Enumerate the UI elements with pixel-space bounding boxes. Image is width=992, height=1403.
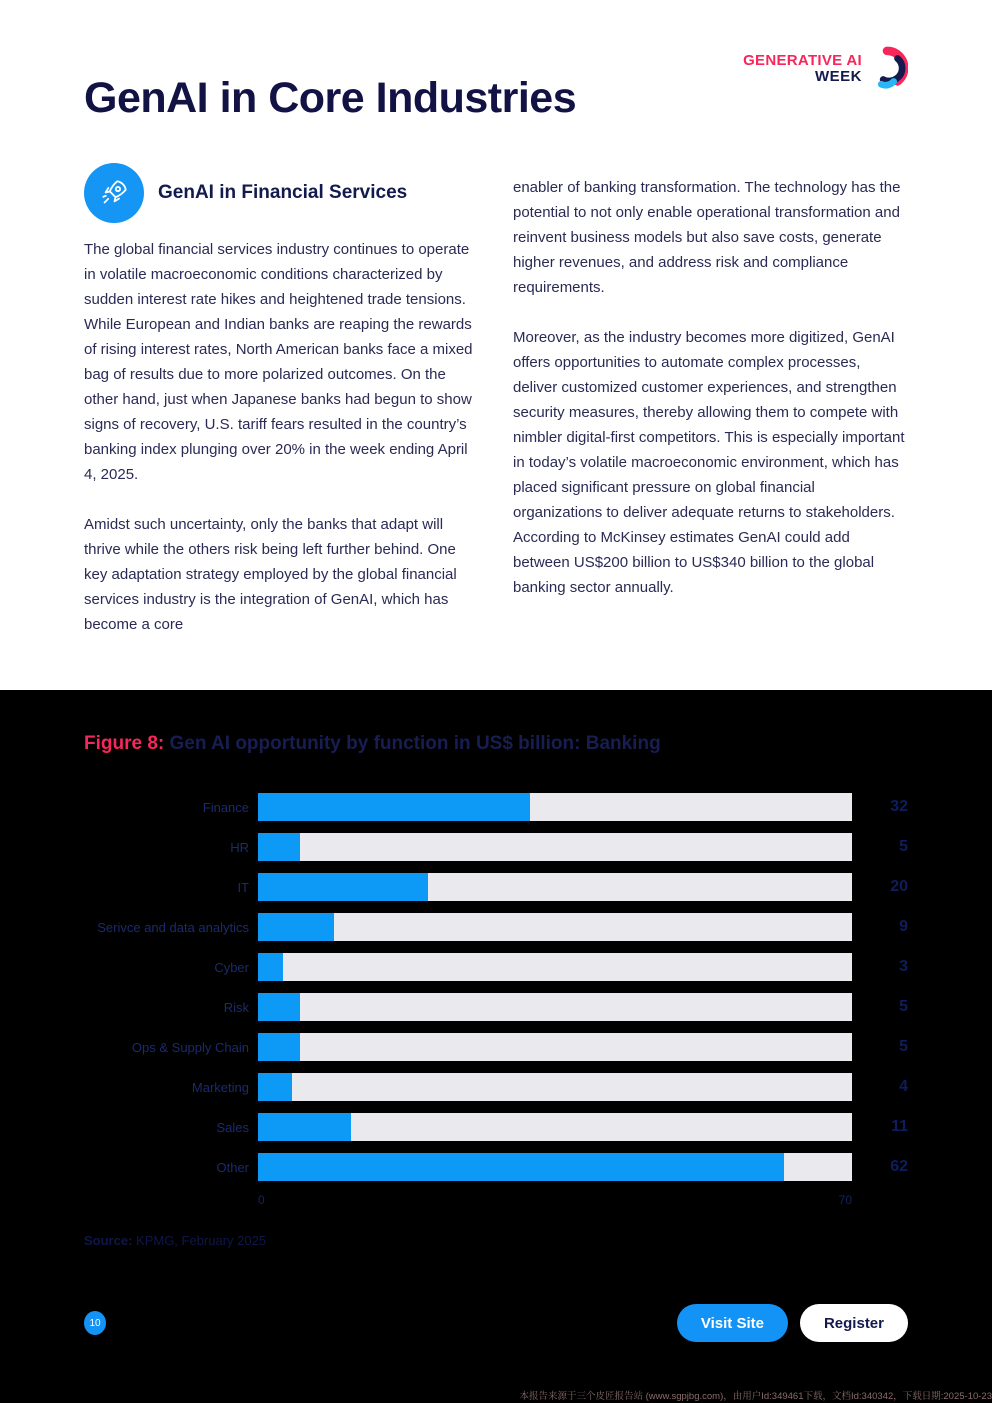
logo-swirl-icon: [866, 46, 908, 92]
chart-bar-fill: [258, 1153, 784, 1181]
chart-source: [84, 1233, 908, 1248]
body-paragraph: enabler of banking transformation. The technology has the potential to not only enable operational transformation and reinvent business models but also save costs, generate higher revenues, and address risk and compliance requirements.: [513, 179, 901, 296]
visit-site-button[interactable]: Visit Site: [677, 1304, 788, 1342]
chart-value-label: 5: [899, 998, 908, 1015]
chart-bar-fill: [258, 1113, 351, 1141]
chart-value-label: 11: [891, 1118, 908, 1135]
chart-value-label: 5: [899, 1038, 908, 1055]
rocket-icon: [84, 163, 144, 223]
chart-row: [84, 1153, 908, 1181]
chart-row: [84, 913, 908, 941]
chart-row: [84, 833, 908, 861]
chart-category-label: Marketing: [191, 1079, 249, 1095]
chart-bar-track: [258, 793, 852, 821]
chart-category-label: Serivce and data analytics: [97, 919, 249, 935]
chart-value-label: 32: [890, 798, 908, 815]
chart-bar-track: [258, 913, 852, 941]
chart-bar-fill: [258, 953, 283, 981]
chart-category-label: HR: [230, 839, 249, 855]
page-title: GenAI in Core Industries: [84, 74, 577, 122]
register-button[interactable]: Register: [800, 1304, 908, 1342]
chart-value-label: 3: [899, 958, 908, 975]
chart-section: [0, 690, 992, 1403]
figure-title-text: Gen AI opportunity by function in US$ billion: Banking: [164, 733, 661, 754]
chart-category-label: Sales: [216, 1119, 249, 1135]
x-axis: [258, 1193, 852, 1207]
bar-chart: [84, 793, 908, 1207]
chart-bar-track: [258, 1153, 852, 1181]
chart-row: [84, 793, 908, 821]
figure-title: [84, 733, 908, 755]
chart-category-label: Finance: [202, 799, 249, 815]
source-label: Source:: [84, 1233, 133, 1248]
page-number-badge: 10: [84, 1311, 106, 1335]
right-column: [513, 163, 908, 637]
chart-value-label: 9: [899, 918, 908, 935]
section-heading-row: [84, 163, 479, 223]
x-axis-tick-min: 0: [258, 1193, 265, 1207]
chart-row: [84, 1073, 908, 1101]
source-text: KPMG, February 2025: [132, 1233, 267, 1248]
top-section: [0, 0, 992, 690]
chart-value-label: 62: [890, 1158, 908, 1175]
chart-row: [84, 1033, 908, 1061]
body-paragraph: Moreover, as the industry becomes more digitized, GenAI offers opportunities to automate complex processes, deliver customized customer experiences, and strengthen security measures, thereby allowing them to compete with nimbler digital-first competitors. This is especially important in today’s volatile macroeconomic environment, which has placed significant pressure on global financial organizations to deliver adequate returns to stakeholders. According to McKinsey estimates GenAI could add between US$200 billion to US$340 billion to the global banking sector annually.: [513, 329, 905, 596]
x-axis-tick-max: 70: [838, 1193, 852, 1207]
body-paragraph: The global financial services industry continues to operate in volatile macroeconomic conditions characterized by sudden interest rate hikes and heightened trade tensions. While European and Indian banks are reaping the rewards of rising interest rates, North American banks face a mixed bag of results due to more polarized outcomes. On the other hand, just when Japanese banks had begun to show signs of recovery, U.S. tariff fears resulted in the country’s banking index plunging over 20% in the week ending April 4, 2025.: [84, 241, 473, 483]
figure-number-label: Figure 8:: [84, 733, 165, 754]
chart-category-label: Ops & Supply Chain: [131, 1039, 249, 1055]
chart-value-label: 20: [890, 878, 908, 895]
chart-row: [84, 1113, 908, 1141]
section-title: GenAI in Financial Services: [158, 182, 408, 203]
chart-bar-track: [258, 1033, 852, 1061]
footer-buttons: [677, 1304, 908, 1342]
chart-value-label: 4: [899, 1078, 908, 1095]
logo-line-generative-ai: GENERATIVE AI: [743, 52, 862, 70]
chart-category-label: IT: [237, 879, 249, 895]
chart-bar-fill: [258, 833, 300, 861]
chart-bar-track: [258, 833, 852, 861]
left-column: [84, 163, 479, 637]
two-column-body: [84, 163, 908, 637]
chart-category-label: Other: [216, 1159, 249, 1175]
chart-bar-fill: [258, 1033, 300, 1061]
chart-rows: [84, 793, 908, 1181]
chart-row: [84, 953, 908, 981]
chart-bar-fill: [258, 993, 300, 1021]
chart-bar-fill: [258, 873, 428, 901]
chart-value-label: 5: [899, 838, 908, 855]
chart-bar-track: [258, 1113, 852, 1141]
chart-bar-fill: [258, 1073, 292, 1101]
chart-category-label: Risk: [223, 999, 249, 1015]
generative-ai-week-logo[interactable]: [743, 46, 908, 92]
chart-row: [84, 993, 908, 1021]
logo-text: [743, 53, 862, 85]
page-footer: [84, 1304, 908, 1342]
chart-row: [84, 873, 908, 901]
chart-bar-track: [258, 873, 852, 901]
chart-bar-fill: [258, 913, 334, 941]
body-paragraph: Amidst such uncertainty, only the banks that adapt will thrive while the others risk being left further behind. One key adaptation strategy employed by the global financial services industry is the integration of GenAI, which has become a core: [84, 516, 457, 633]
logo-line-week: WEEK: [815, 68, 862, 85]
chart-category-label: Cyber: [214, 959, 249, 975]
chart-bar-fill: [258, 793, 530, 821]
chart-bar-track: [258, 1073, 852, 1101]
chart-bar-track: [258, 953, 852, 981]
chart-bar-track: [258, 993, 852, 1021]
watermark-text: 本报告来源于三个皮匠报告站 (www.sgpjbg.com)，由用户Id:349461下载，文档Id:340342，下载日期:2025-10-23: [519, 1391, 992, 1402]
